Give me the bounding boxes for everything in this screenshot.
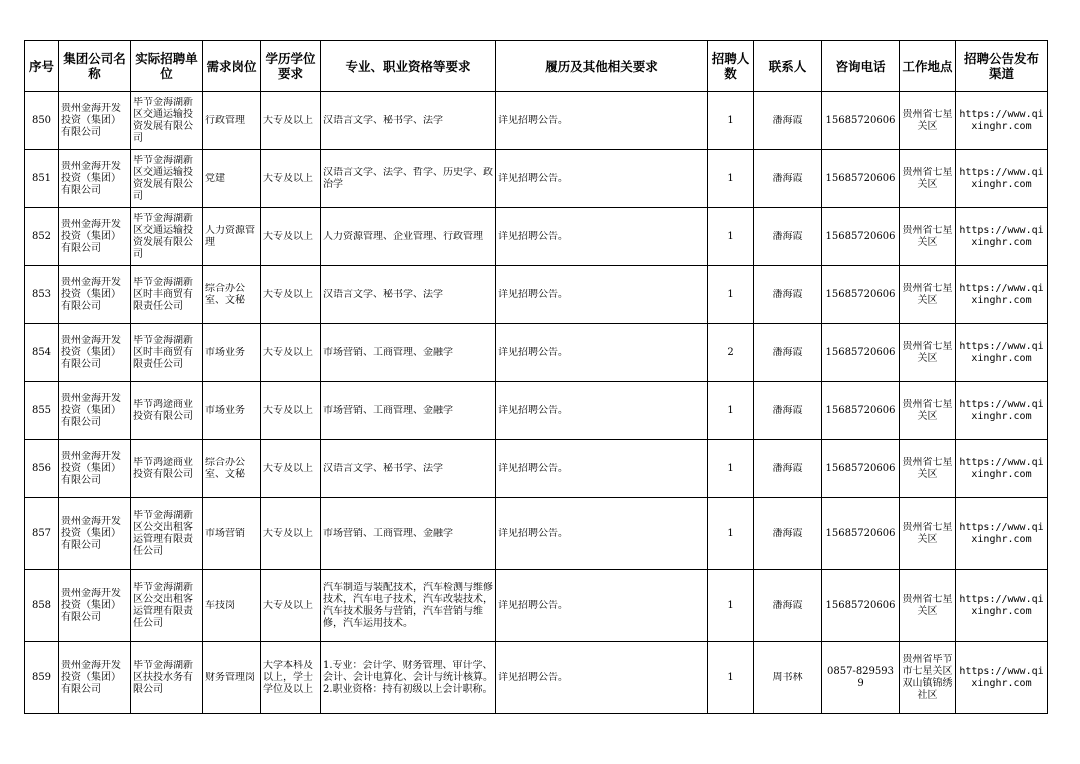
- location-cell: 贵州省七星关区: [902, 593, 953, 617]
- post-cell: 车技岗: [205, 599, 235, 611]
- edu-cell: 大专及以上: [263, 404, 313, 416]
- post-cell: 市场营销: [205, 527, 245, 539]
- contact-cell: 周书林: [772, 671, 803, 683]
- phone-cell: 15685720606: [825, 599, 896, 611]
- edu-cell: 大学本科及以上，学士学位及以上: [263, 659, 313, 695]
- edu-cell: 大专及以上: [263, 527, 313, 539]
- group-cell: 贵州金海开发投资（集团）有限公司: [61, 587, 121, 623]
- channel-link[interactable]: https://www.qixinghr.com: [959, 108, 1044, 132]
- other-cell: 详见招聘公告。: [498, 288, 568, 300]
- table-row: [25, 498, 1048, 570]
- count-cell: 2: [727, 346, 734, 358]
- edu-cell: 大专及以上: [263, 172, 313, 184]
- phone-cell: 15685720606: [825, 404, 896, 416]
- unit-cell: 毕节金海湖新区时丰商贸有限责任公司: [133, 334, 193, 370]
- post-cell: 党建: [205, 172, 225, 184]
- location-cell: 贵州省七星关区: [902, 340, 953, 364]
- other-cell: 详见招聘公告。: [498, 172, 568, 184]
- count-cell: 1: [727, 404, 734, 416]
- count-cell: 1: [727, 230, 734, 242]
- edu-cell: 大专及以上: [263, 288, 313, 300]
- channel-link[interactable]: https://www.qixinghr.com: [959, 340, 1044, 364]
- post-cell: 市场业务: [205, 346, 245, 358]
- unit-cell: 毕节鸿途商业投资有限公司: [133, 398, 193, 422]
- col-channel-header: 招聘公告发布渠道: [956, 41, 1048, 92]
- other-cell: 详见招聘公告。: [498, 599, 568, 611]
- major-cell: 汉语言文学、秘书学、法学: [323, 288, 443, 300]
- unit-cell: 毕节金海湖新区时丰商贸有限责任公司: [133, 276, 193, 312]
- col-seq-header: 序号: [25, 41, 59, 92]
- seq-cell: 854: [31, 346, 52, 358]
- seq-cell: 855: [31, 404, 52, 416]
- phone-cell: 15685720606: [825, 527, 896, 539]
- other-cell: 详见招聘公告。: [498, 346, 568, 358]
- group-cell: 贵州金海开发投资（集团）有限公司: [61, 276, 121, 312]
- contact-cell: 潘海霞: [772, 599, 803, 611]
- location-cell: 贵州省七星关区: [902, 398, 953, 422]
- phone-cell: 15685720606: [825, 172, 896, 184]
- location-cell: 贵州省七星关区: [902, 108, 953, 132]
- table-row: [25, 266, 1048, 324]
- location-cell: 贵州省七星关区: [902, 166, 953, 190]
- post-cell: 综合办公室、文秘: [205, 456, 245, 480]
- post-cell: 市场业务: [205, 404, 245, 416]
- col-location-header: 工作地点: [900, 41, 956, 92]
- header-row: [25, 41, 1048, 92]
- seq-cell: 852: [31, 230, 52, 242]
- channel-link[interactable]: https://www.qixinghr.com: [959, 665, 1044, 689]
- seq-cell: 857: [31, 527, 52, 539]
- seq-cell: 856: [31, 462, 52, 474]
- major-cell: 市场营销、工商管理、金融学: [323, 346, 453, 358]
- group-cell: 贵州金海开发投资（集团）有限公司: [61, 659, 121, 695]
- other-cell: 详见招聘公告。: [498, 114, 568, 126]
- unit-cell: 毕节金海湖新区扶投水务有限公司: [133, 659, 193, 695]
- other-cell: 详见招聘公告。: [498, 527, 568, 539]
- table-row: [25, 440, 1048, 498]
- table-row: [25, 570, 1048, 642]
- group-cell: 贵州金海开发投资（集团）有限公司: [61, 334, 121, 370]
- col-group-header: 集团公司名称: [59, 41, 131, 92]
- channel-link[interactable]: https://www.qixinghr.com: [959, 282, 1044, 306]
- major-cell: 市场营销、工商管理、金融学: [323, 404, 453, 416]
- col-other-header: 履历及其他相关要求: [496, 41, 708, 92]
- edu-cell: 大专及以上: [263, 114, 313, 126]
- col-major-header: 专业、职业资格等要求: [321, 41, 496, 92]
- channel-link[interactable]: https://www.qixinghr.com: [959, 593, 1044, 617]
- seq-cell: 859: [31, 671, 52, 683]
- phone-cell: 0857-8295939: [826, 665, 894, 689]
- channel-link[interactable]: https://www.qixinghr.com: [959, 166, 1044, 190]
- count-cell: 1: [727, 462, 734, 474]
- major-cell: 汉语言文学、法学、哲学、历史学、政治学: [323, 166, 493, 190]
- contact-cell: 潘海霞: [772, 462, 803, 474]
- group-cell: 贵州金海开发投资（集团）有限公司: [61, 392, 121, 428]
- group-cell: 贵州金海开发投资（集团）有限公司: [61, 515, 121, 551]
- major-cell: 汉语言文学、秘书学、法学: [323, 114, 443, 126]
- phone-cell: 15685720606: [825, 462, 896, 474]
- col-unit-header: 实际招聘单位: [131, 41, 203, 92]
- group-cell: 贵州金海开发投资（集团）有限公司: [61, 160, 121, 196]
- edu-cell: 大专及以上: [263, 599, 313, 611]
- table-row: [25, 208, 1048, 266]
- location-cell: 贵州省七星关区: [902, 521, 953, 545]
- location-cell: 贵州省七星关区: [902, 224, 953, 248]
- edu-cell: 大专及以上: [263, 346, 313, 358]
- table-row: [25, 92, 1048, 150]
- unit-cell: 毕节金海湖新区交通运输投资发展有限公司: [133, 154, 193, 202]
- contact-cell: 潘海霞: [772, 114, 803, 126]
- post-cell: 财务管理岗: [205, 671, 255, 683]
- seq-cell: 850: [31, 114, 52, 126]
- major-cell: 汉语言文学、秘书学、法学: [323, 462, 443, 474]
- major-cell: 汽车制造与装配技术，汽车检测与维修技术，汽车电子技术，汽车改装技术，汽车技术服务与营销，汽车营销与维修，汽车运用技术。: [323, 581, 493, 629]
- contact-cell: 潘海霞: [772, 230, 803, 242]
- post-cell: 人力资源管理: [205, 224, 255, 248]
- other-cell: 详见招聘公告。: [498, 404, 568, 416]
- phone-cell: 15685720606: [825, 114, 896, 126]
- major-cell: 1.专业：会计学、财务管理、审计学、会计、会计电算化、会计与统计核算。2.职业资格：持有初级以上会计职称。: [323, 659, 493, 695]
- col-edu-header: 学历学位要求: [261, 41, 321, 92]
- post-cell: 行政管理: [205, 114, 245, 126]
- count-cell: 1: [727, 599, 734, 611]
- group-cell: 贵州金海开发投资（集团）有限公司: [61, 218, 121, 254]
- edu-cell: 大专及以上: [263, 230, 313, 242]
- col-phone-header: 咨询电话: [822, 41, 900, 92]
- major-cell: 市场营销、工商管理、金融学: [323, 527, 453, 539]
- other-cell: 详见招聘公告。: [498, 230, 568, 242]
- unit-cell: 毕节鸿途商业投资有限公司: [133, 456, 193, 480]
- location-cell: 贵州省七星关区: [902, 282, 953, 306]
- col-count-header: 招聘人数: [708, 41, 754, 92]
- recruitment-table: [24, 40, 1048, 714]
- location-cell: 贵州省毕节市七星关区双山镇锦绣社区: [902, 653, 953, 701]
- other-cell: 详见招聘公告。: [498, 462, 568, 474]
- post-cell: 综合办公室、文秘: [205, 282, 245, 306]
- contact-cell: 潘海霞: [772, 288, 803, 300]
- group-cell: 贵州金海开发投资（集团）有限公司: [61, 102, 121, 138]
- channel-link[interactable]: https://www.qixinghr.com: [959, 398, 1044, 422]
- table-row: [25, 382, 1048, 440]
- phone-cell: 15685720606: [825, 346, 896, 358]
- count-cell: 1: [727, 288, 734, 300]
- phone-cell: 15685720606: [825, 288, 896, 300]
- channel-link[interactable]: https://www.qixinghr.com: [959, 456, 1044, 480]
- contact-cell: 潘海霞: [772, 346, 803, 358]
- count-cell: 1: [727, 114, 734, 126]
- seq-cell: 858: [31, 599, 52, 611]
- contact-cell: 潘海霞: [772, 404, 803, 416]
- group-cell: 贵州金海开发投资（集团）有限公司: [61, 450, 121, 486]
- other-cell: 详见招聘公告。: [498, 671, 568, 683]
- col-post-header: 需求岗位: [203, 41, 261, 92]
- unit-cell: 毕节金海湖新区公交出租客运管理有限责任公司: [133, 509, 193, 557]
- table-row: [25, 642, 1048, 714]
- unit-cell: 毕节金海湖新区公交出租客运管理有限责任公司: [133, 581, 193, 629]
- count-cell: 1: [727, 671, 734, 683]
- table-row: [25, 324, 1048, 382]
- seq-cell: 851: [31, 172, 52, 184]
- table-row: [25, 150, 1048, 208]
- count-cell: 1: [727, 172, 734, 184]
- contact-cell: 潘海霞: [772, 172, 803, 184]
- seq-cell: 853: [31, 288, 52, 300]
- unit-cell: 毕节金海湖新区交通运输投资发展有限公司: [133, 212, 193, 260]
- location-cell: 贵州省七星关区: [902, 456, 953, 480]
- channel-link[interactable]: https://www.qixinghr.com: [959, 521, 1044, 545]
- channel-link[interactable]: https://www.qixinghr.com: [959, 224, 1044, 248]
- phone-cell: 15685720606: [825, 230, 896, 242]
- col-contact-header: 联系人: [754, 41, 822, 92]
- contact-cell: 潘海霞: [772, 527, 803, 539]
- count-cell: 1: [727, 527, 734, 539]
- unit-cell: 毕节金海湖新区交通运输投资发展有限公司: [133, 96, 193, 144]
- major-cell: 人力资源管理、企业管理、行政管理: [323, 230, 483, 242]
- edu-cell: 大专及以上: [263, 462, 313, 474]
